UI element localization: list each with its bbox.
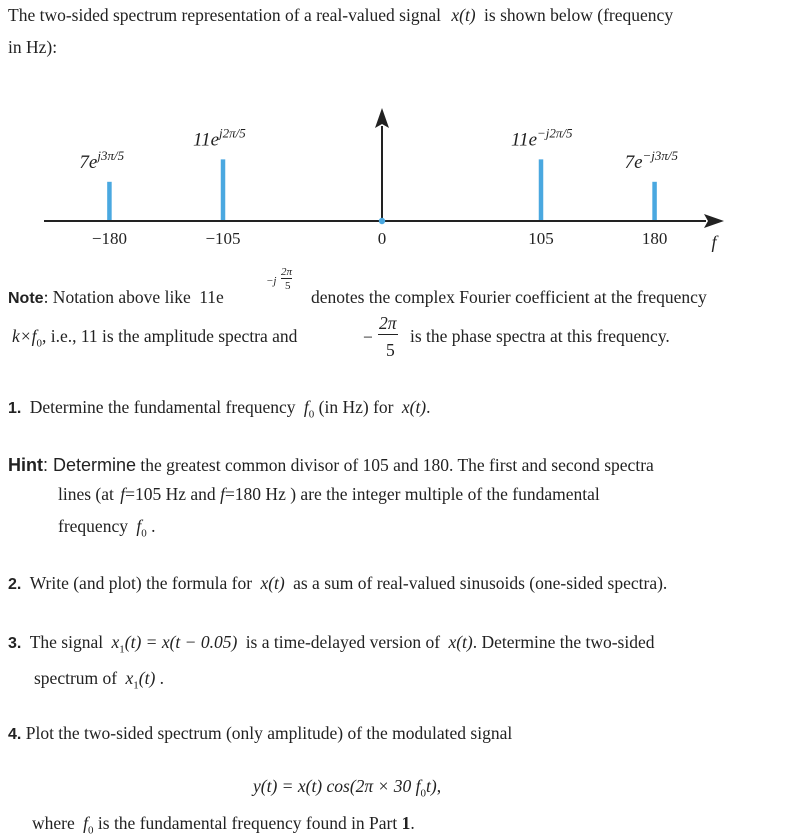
hint-label: Hint: [8, 455, 43, 475]
frequency-axis-arrow: [704, 214, 724, 228]
q2-text-b: as a sum of real-valued sinusoids (one-sided spectra).: [293, 573, 668, 593]
frequency-tick-label-2: 105: [528, 229, 554, 248]
frequency-tick-label-3: 180: [641, 229, 668, 248]
question-2: [8, 573, 667, 594]
note-label: Note: [8, 290, 44, 307]
q4-formula: [253, 776, 441, 800]
frequency-tick-label-1: −105: [205, 229, 241, 248]
intro-text-a: The two-sided spectrum representation of a real-valued signal: [8, 5, 441, 25]
q1-math-x: x(t): [401, 397, 427, 417]
q3-text-a: The signal: [29, 632, 104, 652]
question-3-line-1: [8, 632, 655, 656]
q4-where-part: 1: [401, 813, 411, 833]
q3-x1-rest: (t) = x(t − 0.05): [124, 632, 238, 652]
q4-where-b: is the fundamental frequency found in Part: [97, 813, 398, 833]
hint-f0-sub: 0: [141, 527, 147, 540]
q3-x1b-rest: (t): [138, 668, 156, 688]
q3-text-b: is a time-delayed version of: [245, 632, 441, 652]
hint-end: .: [151, 516, 156, 536]
hint-line-3: [58, 516, 155, 540]
frequency-axis-label: f: [711, 232, 717, 252]
note-phase-den: 5: [386, 340, 395, 360]
q4-formula-sub: 0: [420, 787, 426, 800]
note-line-1-rest: [311, 287, 707, 308]
note-kf-sub: 0: [36, 337, 42, 350]
question-4: [8, 723, 512, 744]
q3-x1b: x: [125, 668, 134, 688]
hint-text-b: the greatest common divisor of 105 and 180. The first and second spectra: [140, 455, 654, 475]
hint-text-a: : Determine: [43, 455, 137, 475]
q1-number: 1.: [8, 400, 22, 417]
note-exp-num: 2π: [281, 266, 293, 278]
intro-text-b: is shown below (frequency: [484, 5, 674, 25]
note-math-base: 11e: [199, 287, 224, 307]
q3-text-d: spectrum of: [34, 668, 118, 688]
question-3-line-2: [34, 668, 164, 692]
q3-end: .: [159, 668, 165, 688]
hint-f0: f: [136, 516, 142, 536]
note-text-a: : Notation above like: [43, 287, 191, 307]
hint-text-e: frequency: [58, 516, 128, 536]
note-kf-math: k×f: [12, 326, 37, 346]
hint-v2: =180 Hz: [224, 484, 286, 504]
q1-f0-sub: 0: [308, 408, 315, 421]
q1-f0: f: [303, 397, 309, 417]
q2-number: 2.: [8, 576, 22, 593]
question-1: [8, 397, 431, 421]
coefficient-label-1: $11e^{j2\pi/5}$: [193, 125, 246, 151]
hint-f1: f: [120, 484, 126, 504]
hint-text-c: lines (at: [58, 484, 114, 504]
q4-where-line: [32, 813, 415, 837]
q3-x1-sub: 1: [119, 643, 125, 656]
q4-number: 4.: [8, 726, 22, 743]
q1-text-b: (in Hz): [318, 397, 369, 417]
q1-end: .: [426, 397, 431, 417]
q1-text-c: for: [373, 397, 394, 417]
hint-v1: =105 Hz and: [125, 484, 216, 504]
note-phase-num: 2π: [379, 313, 397, 333]
zero-dot: [379, 218, 385, 224]
q4-text: Plot the two-sided spectrum (only amplitude) of the modulated signal: [25, 723, 513, 743]
q1-text-a: Determine the fundamental frequency: [29, 397, 296, 417]
q4-where-a: where: [32, 813, 75, 833]
note-line-1: [8, 287, 224, 308]
note-line-2-rest: [410, 326, 670, 347]
zero-tick-label: 0: [377, 229, 387, 248]
q3-x1b-sub: 1: [133, 679, 139, 692]
note-exp-den: 5: [285, 280, 291, 292]
hint-text-d: ) are the integer multiple of the fundamental: [290, 484, 600, 504]
q2-math-x: x(t): [260, 573, 285, 593]
hint-line-1: [8, 455, 654, 476]
intro-line-1: [8, 5, 673, 26]
frequency-tick-label-0: −180: [91, 229, 127, 248]
q4-formula-a: y(t) = x(t) cos(2π × 30 f: [253, 776, 421, 796]
q3-x1: x: [111, 632, 120, 652]
coefficient-label-0: $7e^{j3\pi/5}$: [79, 147, 125, 173]
intro-math-x: x(t): [451, 5, 476, 25]
q3-math-x: x(t): [448, 632, 473, 652]
note-phase-minus: −: [363, 327, 373, 347]
q3-text-c: . Determine the two-sided: [472, 632, 655, 652]
q4-formula-b: t): [425, 776, 437, 796]
hint-f2: f: [220, 484, 225, 504]
note-line-2: [12, 326, 297, 350]
hint-line-2: [58, 484, 600, 505]
q4-where-end: .: [410, 813, 415, 833]
q4-formula-end: ,: [436, 776, 442, 796]
coefficient-label-3: $7e^{-j3\pi/5}$: [624, 147, 679, 173]
intro-line-2: [8, 37, 57, 58]
q2-text-a: Write (and plot) the formula for: [29, 573, 253, 593]
spectrum-diagram: [0, 88, 800, 258]
q4-where-f: f: [83, 813, 89, 833]
q4-where-sub: 0: [88, 824, 94, 837]
note-text-b: denotes the complex Fourier coefficient at the frequency: [311, 287, 707, 307]
zero-arrow-head: [375, 108, 389, 128]
coefficient-label-2: $11e^{-j2\pi/5}$: [511, 125, 573, 151]
note-exp-prefix: −j: [266, 275, 277, 287]
intro-text-c: in Hz):: [8, 37, 58, 57]
note-text-c2: is the phase spectra at this frequency.: [410, 326, 670, 346]
q3-number: 3.: [8, 635, 22, 652]
note-text-c1: , i.e., 11 is the amplitude spectra and: [41, 326, 298, 346]
